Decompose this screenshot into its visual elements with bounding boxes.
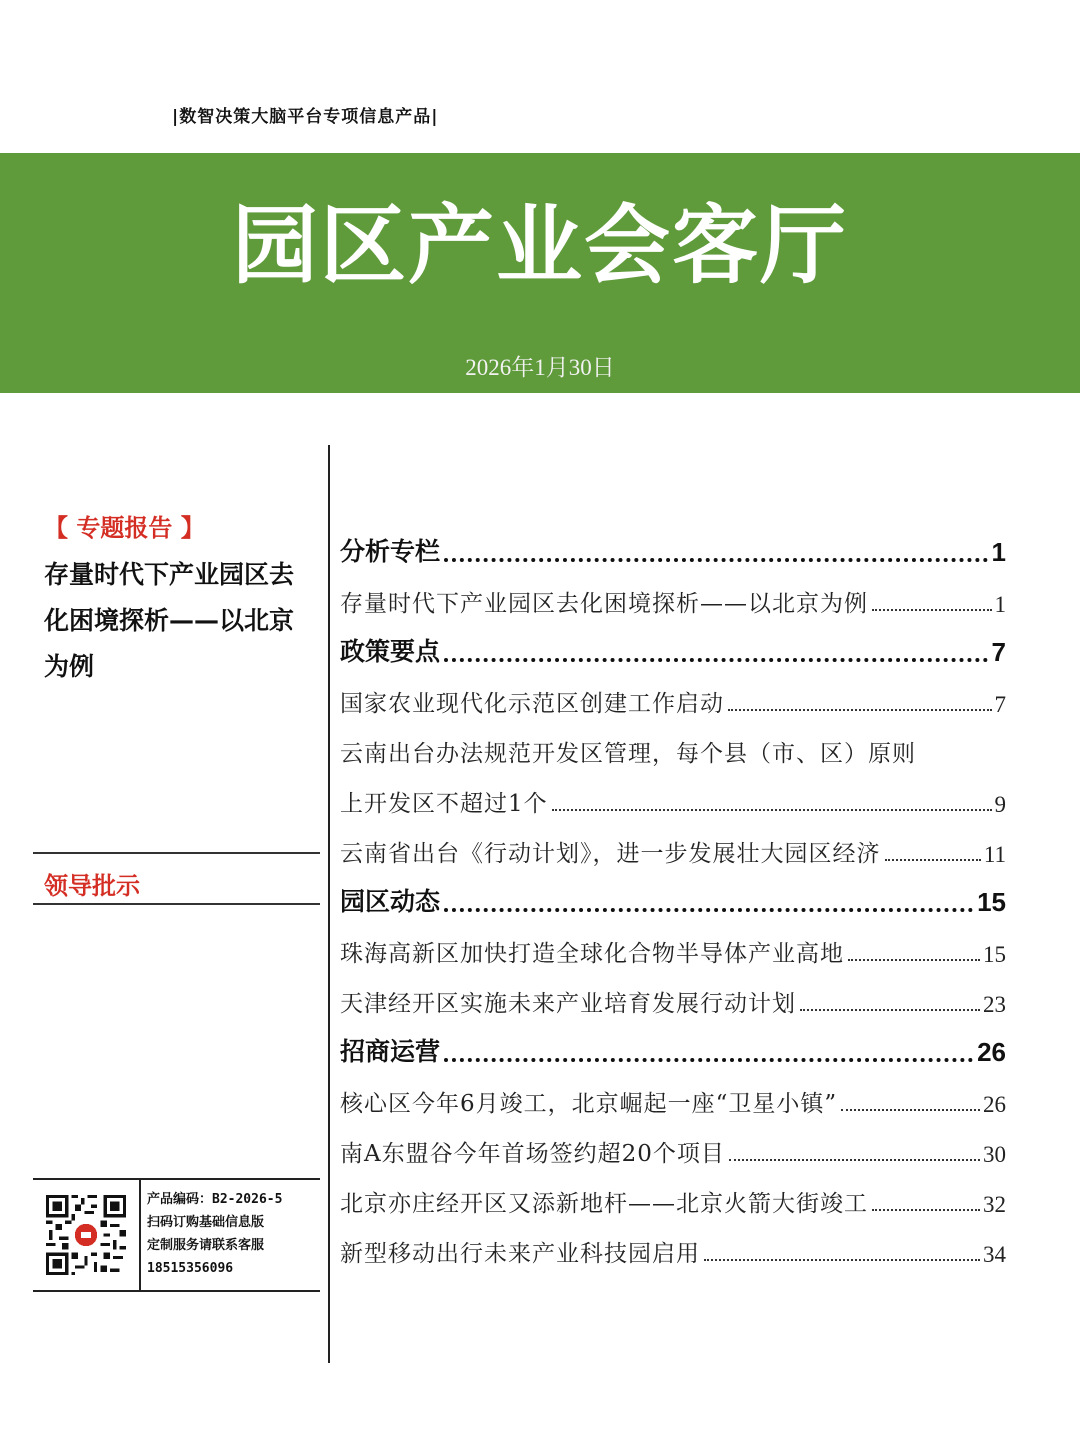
divider (33, 852, 320, 854)
toc-page: 11 (983, 842, 1006, 867)
toc-leader (444, 1058, 973, 1062)
toc-leader (704, 1259, 980, 1261)
platform-label: |数智决策大脑平台专项信息产品| (172, 107, 439, 127)
toc-page: 7 (994, 692, 1006, 717)
toc-item[interactable] (340, 818, 1006, 868)
product-info-box (33, 1178, 320, 1292)
toc-section-title: 园区动态 (340, 887, 441, 916)
toc-page: 15 (977, 887, 1006, 917)
toc-leader (872, 1209, 980, 1211)
toc-leader (848, 959, 980, 961)
toc-page: 34 (983, 1242, 1006, 1267)
leader-instruction-label: 领导批示 (44, 872, 140, 900)
toc-page: 32 (983, 1192, 1006, 1217)
toc-item[interactable] (340, 918, 1006, 968)
toc-page: 15 (983, 942, 1006, 967)
toc-item-title-line1[interactable]: 云南出台办法规范开发区管理，每个县（市、区）原则 (340, 741, 916, 767)
toc-leader (885, 859, 981, 861)
product-details (147, 1188, 317, 1280)
feature-tag: 【 专题报告 】 (44, 514, 205, 542)
toc-item[interactable] (340, 1168, 1006, 1218)
toc-page: 26 (977, 1037, 1006, 1067)
toc-section-investment[interactable] (340, 1018, 1006, 1068)
toc-leader (444, 908, 973, 912)
product-divider (139, 1180, 141, 1290)
product-phone[interactable]: 18515356096 (147, 1261, 234, 1276)
toc-item-title: 北京亦庄经开区又添新地杆——北京火箭大街竣工 (340, 1191, 868, 1217)
product-order-note: 扫码订购基础信息版 (147, 1215, 265, 1230)
toc-section-title: 招商运营 (340, 1037, 441, 1066)
toc-page: 23 (983, 992, 1006, 1017)
toc-leader (444, 558, 988, 562)
divider (33, 903, 320, 905)
toc-item[interactable] (340, 1118, 1006, 1168)
toc-item-title: 存量时代下产业园区去化困境探析——以北京为例 (340, 591, 868, 617)
product-code: 产品编码：B2-2026-5 (147, 1192, 283, 1207)
toc-section-analysis[interactable] (340, 518, 1006, 568)
toc-leader (872, 609, 992, 611)
toc-item-title: 珠海高新区加快打造全球化合物半导体产业高地 (340, 941, 844, 967)
toc-item-title: 南A东盟谷今年首场签约超20个项目 (340, 1141, 725, 1167)
toc-leader (729, 1159, 980, 1161)
toc-page: 7 (991, 637, 1006, 667)
toc-leader (552, 809, 992, 811)
toc-item-title: 上开发区不超过1个 (340, 791, 548, 817)
toc-item[interactable] (340, 568, 1006, 618)
toc-page: 1 (991, 537, 1006, 567)
publication-title: 园区产业会客厅 (232, 195, 848, 296)
toc-section-title: 政策要点 (340, 637, 441, 666)
toc-leader (800, 1009, 980, 1011)
toc-item[interactable] (340, 1218, 1006, 1268)
toc-item-title: 天津经开区实施未来产业培育发展行动计划 (340, 991, 796, 1017)
feature-title[interactable]: 存量时代下产业园区去化困境探析——以北京为例 (44, 560, 295, 681)
toc-page: 26 (983, 1092, 1006, 1117)
toc-item-title: 国家农业现代化示范区创建工作启动 (340, 691, 724, 717)
column-divider (328, 445, 330, 1363)
table-of-contents (340, 518, 1006, 1268)
toc-section-title: 分析专栏 (340, 537, 441, 566)
qr-code-icon[interactable] (46, 1195, 126, 1275)
toc-page: 1 (994, 592, 1006, 617)
toc-item-title: 新型移动出行未来产业科技园启用 (340, 1241, 700, 1267)
toc-item-title: 云南省出台《行动计划》，进一步发展壮大园区经济 (340, 841, 881, 867)
issue-date: 2026年1月30日 (465, 355, 615, 380)
toc-leader (444, 658, 988, 662)
toc-leader (841, 1109, 980, 1111)
toc-leader (728, 709, 992, 711)
toc-item-title: 核心区今年6月竣工，北京崛起一座“卫星小镇” (340, 1091, 838, 1117)
toc-page: 30 (983, 1142, 1006, 1167)
toc-item[interactable] (340, 768, 1006, 818)
title-banner (0, 153, 1080, 393)
toc-section-park-news[interactable] (340, 868, 1006, 918)
toc-section-policy[interactable] (340, 618, 1006, 668)
product-custom-note: 定制服务请联系客服 (147, 1238, 265, 1253)
toc-page: 9 (994, 792, 1006, 817)
toc-item[interactable] (340, 668, 1006, 718)
toc-item[interactable] (340, 1068, 1006, 1118)
toc-item[interactable] (340, 968, 1006, 1018)
